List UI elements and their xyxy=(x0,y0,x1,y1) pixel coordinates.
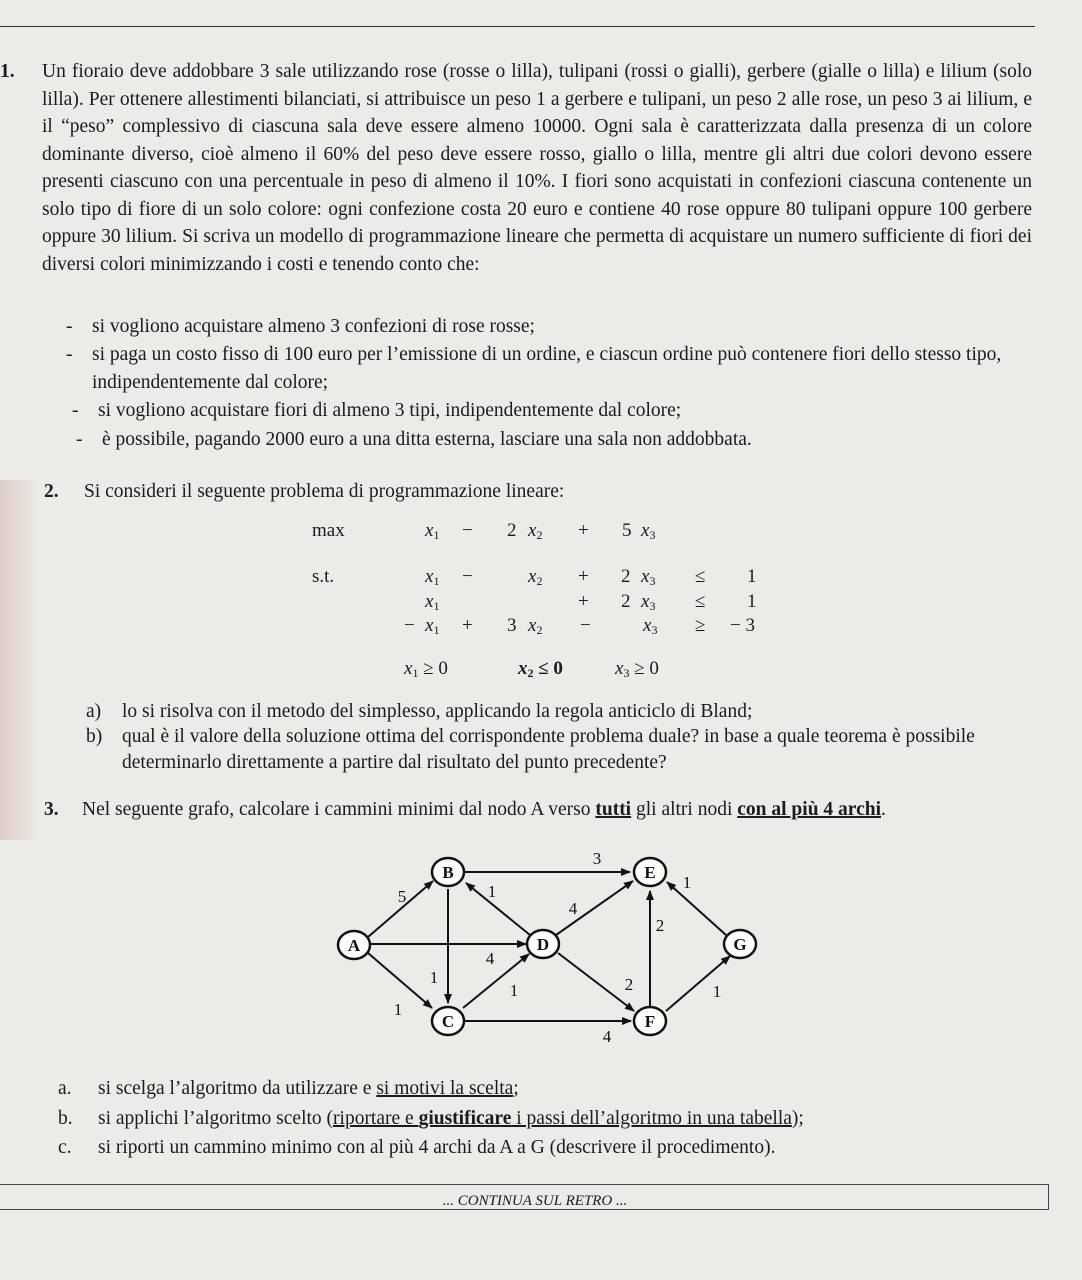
lp-sign-x1: $x_1 \ge 0$ xyxy=(404,658,448,680)
lp-c3-c2: 3 xyxy=(507,615,517,636)
bullet-2: - si paga un costo fisso di 100 euro per l’emissione di un ordine, e ciascun ordine può contenere fiori dello stesso tipo, indipendentemente dal colore; xyxy=(66,344,1002,393)
weight-C-D-low: 1 xyxy=(509,981,519,1000)
bullet-3: - si vogliono acquistare fiori di almeno 3 tipi, indipendentemente dal colore; xyxy=(72,400,682,421)
bullet-1: - si vogliono acquistare almeno 3 confezioni di rose rosse; xyxy=(66,316,535,337)
lp-c1-rhs: 1 xyxy=(747,566,757,587)
lp-obj-op1: − xyxy=(462,520,473,541)
lp-c1-rel: ≤ xyxy=(695,566,706,587)
lp-c2-c3: 2 xyxy=(621,591,631,612)
footer-continue: ... CONTINUA SUL RETRO ... xyxy=(442,1193,628,1209)
lp-c3-rhs: − 3 xyxy=(730,615,755,636)
item-3a-label: a. xyxy=(58,1078,72,1099)
weight-B-C: 1 xyxy=(429,968,439,987)
lp-c2-x1: $x_1$ xyxy=(425,591,440,613)
weight-D-E: 4 xyxy=(568,899,578,918)
lp-c1-op1: − xyxy=(462,566,473,587)
node-E-label: E xyxy=(644,863,656,882)
exercise-1-text: Un fioraio deve addobbare 3 sale utilizzando rose (rosse o lilla), tulipani (rossi o gialli), gerbere (gialle o lilla) e lilium (solo lilla). Per ottenere allestimenti bilanciati, si attribuisce un peso 1 a gerbere e tulipani, un peso 2 alle rose, un peso 3 ai lilium, e il “peso” complessivo di ciascuna sala deve essere almeno 10000. Ogni sala è caratterizzata dalla presenza di un colore dominante diverso, cioè almeno il 60% del peso deve essere rosso, giallo o lilla, mentre gli altri due colori devono essere presenti ciascuno con una percentuale in peso di almeno il 10%. I fiori sono acquistati in confezioni ciascuna contenente un solo tipo di fiore di un solo colore: ogni confezione costa 20 euro e contiene 40 rose oppure 80 tulipani oppure 100 gerbere oppure 30 lilium. Si scriva un modello di programmazione lineare che permetta di acquistare un numero sufficiente di fiori dei diversi colori minimizzando i costi e tenendo conto che: xyxy=(42,61,1032,275)
edge-D-B xyxy=(466,883,530,935)
lp-obj-x3: $x_3$ xyxy=(641,520,656,542)
lp-c3-op1: + xyxy=(462,615,473,636)
exercise-3-text: Nel seguente grafo, calcolare i cammini minimi dal nodo A verso tutti gli altri nodi con al più 4 archi. xyxy=(82,799,886,820)
lp-c3-x2: $x_2$ xyxy=(528,615,543,637)
weight-D-B: 1 xyxy=(487,882,497,901)
lp-c1-x1: $x_1$ xyxy=(425,566,440,588)
edge-G-E xyxy=(667,882,726,935)
bullet-1-text: si vogliono acquistare almeno 3 confezioni di rose rosse; xyxy=(92,316,535,337)
lp-c3-op0: − xyxy=(404,615,415,636)
lp-obj-x2: $x_2$ xyxy=(528,520,543,542)
lp-c3-x1: $x_1$ xyxy=(425,615,440,637)
node-A-label: A xyxy=(347,936,361,955)
weight-A-C: 1 xyxy=(393,1000,403,1019)
lp-c1-c3: 2 xyxy=(621,566,631,587)
lp-c2-rel: ≤ xyxy=(695,591,706,612)
exercise-1-number: 1. xyxy=(0,61,15,82)
node-B-label: B xyxy=(442,863,454,882)
node-G-label: G xyxy=(733,935,747,954)
item-3c-label: c. xyxy=(58,1137,72,1158)
lp-obj-x1: $x_1$ xyxy=(425,520,440,542)
lp-c3-x3: $x_3$ xyxy=(643,615,658,637)
lp-c2-rhs: 1 xyxy=(747,591,757,612)
node-D-label: D xyxy=(536,935,550,954)
shortest-path-graph xyxy=(330,845,770,1045)
lp-max: max xyxy=(312,520,345,541)
item-3b-label: b. xyxy=(58,1108,73,1129)
item-3a-text: si scelga l’algoritmo da utilizzare e si motivi la scelta; xyxy=(98,1078,519,1099)
lp-obj-c3: 5 xyxy=(622,520,632,541)
edge-D-F xyxy=(558,953,634,1011)
lp-c3-op2: − xyxy=(580,615,591,636)
exercise-2-number: 2. xyxy=(44,481,59,502)
item-b-text: qual è il valore della soluzione ottima del corrispondente problema duale? in base a quale teorema è possibile determinarlo direttamente a partire dal risultato del punto precedente? xyxy=(122,726,975,773)
item-b-label: b) xyxy=(86,726,103,747)
exercise-3-number: 3. xyxy=(44,799,59,820)
item-3b-text: si applichi l’algoritmo scelto (riportare e giustificare i passi dell’algoritmo in una tabella); xyxy=(98,1108,804,1129)
bullet-4-text: è possibile, pagando 2000 euro a una ditta esterna, lasciare una sala non addobbata. xyxy=(102,429,752,450)
node-C-label: C xyxy=(441,1012,455,1031)
lp-sign-x2: $x_2 \le 0$ xyxy=(518,658,563,680)
lp-c1-x3: $x_3$ xyxy=(641,566,656,588)
lp-st: s.t. xyxy=(312,566,335,587)
weight-C-F: 4 xyxy=(602,1027,612,1045)
weight-C-D: 4 xyxy=(485,949,495,968)
item-a-text: lo si risolva con il metodo del simplesso, applicando la regola anticiclo di Bland; xyxy=(122,701,753,722)
node-F-label: F xyxy=(644,1012,656,1031)
lp-obj-op2: + xyxy=(578,520,589,541)
lp-c3-rel: ≥ xyxy=(695,615,706,636)
weight-B-E: 3 xyxy=(592,849,602,868)
lp-sign-x3: $x_3 \ge 0$ xyxy=(615,658,659,680)
exercise-2-item-b xyxy=(86,724,1026,776)
weight-A-B: 5 xyxy=(397,887,407,906)
lp-c1-x2: $x_2$ xyxy=(528,566,543,588)
edge-D-E xyxy=(556,881,633,935)
lp-c2-op: + xyxy=(578,591,589,612)
bullet-3-text: si vogliono acquistare fiori di almeno 3 tipi, indipendentemente dal colore; xyxy=(98,400,682,421)
lp-obj-c2: 2 xyxy=(507,520,517,541)
lp-c1-op2: + xyxy=(578,566,589,587)
weight-G-E: 1 xyxy=(682,873,692,892)
lp-c2-x3: $x_3$ xyxy=(641,591,656,613)
weight-F-G: 1 xyxy=(712,982,722,1001)
bullet-2-text: si paga un costo fisso di 100 euro per l’emissione di un ordine, e ciascun ordine può contenere fiori dello stesso tipo, indipendentemente dal colore; xyxy=(92,344,1002,393)
exercise-2-intro-text: Si consideri il seguente problema di programmazione lineare: xyxy=(84,481,565,502)
item-a-label: a) xyxy=(86,701,102,722)
weight-D-F: 2 xyxy=(624,975,634,994)
edge-C-D xyxy=(463,954,529,1008)
bullet-4: - è possibile, pagando 2000 euro a una ditta esterna, lasciare una sala non addobbata. xyxy=(76,429,752,450)
item-3c-text: si riporti un cammino minimo con al più 4 archi da A a G (descrivere il procedimento). xyxy=(98,1137,776,1158)
weight-F-E: 2 xyxy=(655,916,665,935)
